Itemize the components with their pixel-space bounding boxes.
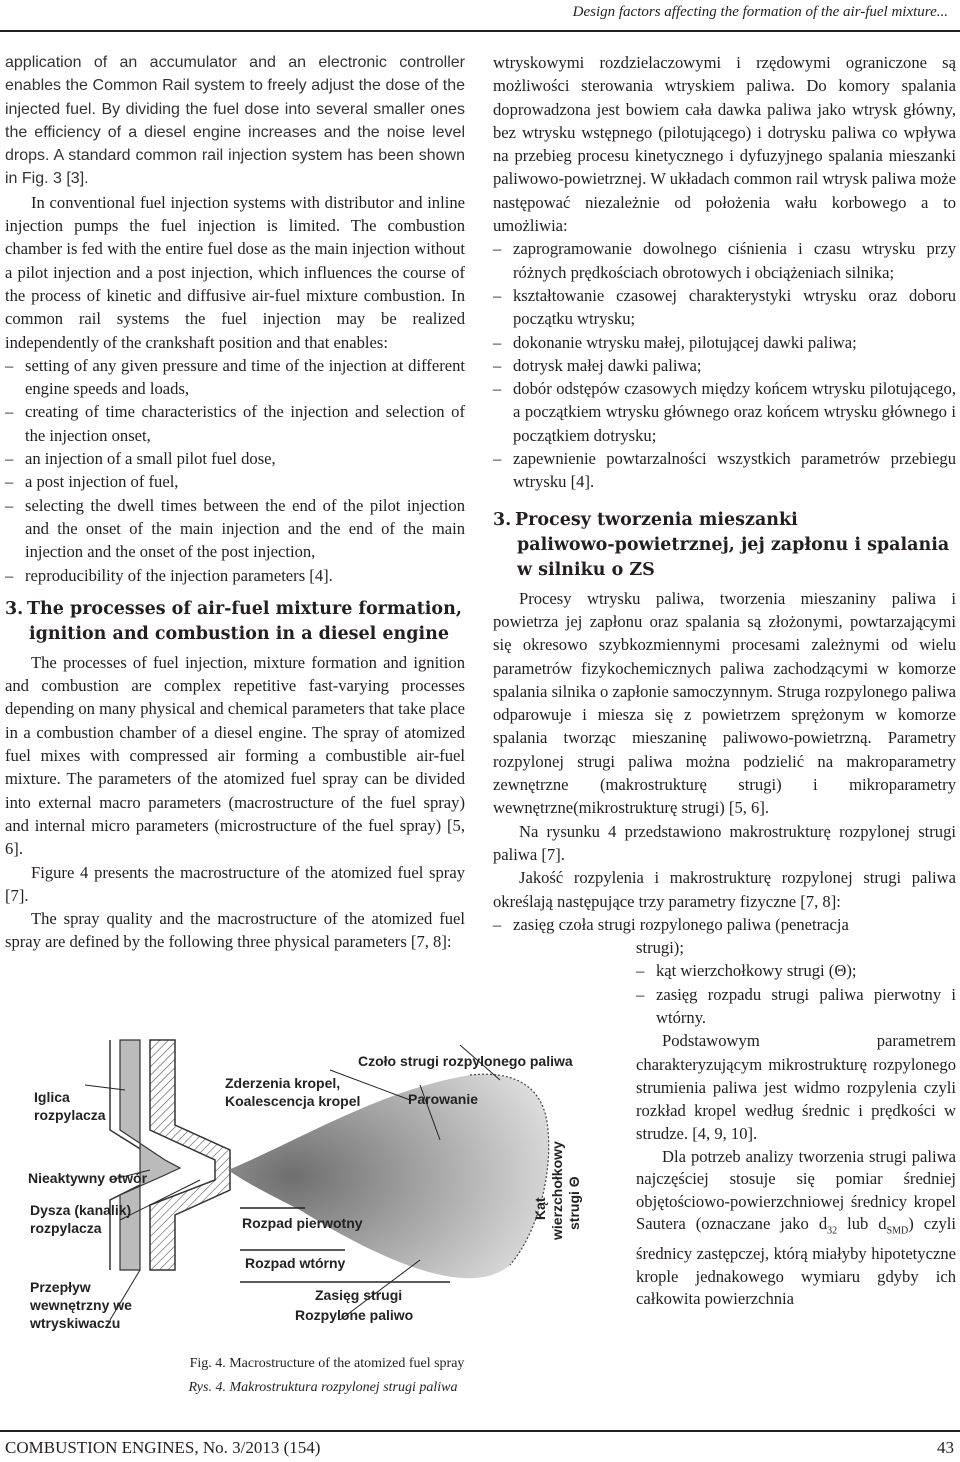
left-paragraph-4: Figure 4 presents the macrostructure of the atomized fuel spray [7]. <box>5 862 465 905</box>
section-heading-line: ignition and combustion in a diesel engine <box>29 623 449 644</box>
list-item: – zasięg rozpadu strugi paliwa pierwotny i wtórny. <box>636 983 956 1030</box>
label-needle: Iglica <box>34 1089 70 1105</box>
list-item-text: zasięg czoła strugi rozpylonego paliwa (penetracja <box>513 914 849 934</box>
label-cone-angle-line: Kąt <box>532 1197 548 1220</box>
label-collisions: Koalescencja kropel <box>225 1093 361 1109</box>
left-column <box>5 51 465 954</box>
section-heading-line: paliwowo-powietrznej, jej zapłonu i spalania <box>517 534 950 555</box>
header-rule <box>0 30 960 32</box>
subscript: SMD <box>886 1225 909 1237</box>
label-spray-front: Czoło strugi rozpylonego paliwa <box>358 1053 573 1069</box>
figure-4 <box>0 1030 610 1360</box>
text-run: lub d <box>837 1214 887 1234</box>
label-internal-flow: Przepływ <box>30 1279 91 1295</box>
list-item: – dokonanie wtrysku małej, pilotującej dawki paliwa; <box>493 331 956 354</box>
list-item: – creating of time characteristics of the injection and selection of the injection onset, <box>5 400 465 447</box>
journal-footer: COMBUSTION ENGINES, No. 3/2013 (154) <box>5 1438 321 1457</box>
label-spray-range: Zasięg strugi <box>315 1287 403 1303</box>
list-item <box>493 913 956 936</box>
label-secondary-breakup: Rozpad wtórny <box>245 1255 346 1271</box>
list-item: – dotrysk małej dawki paliwa; <box>493 354 956 377</box>
right-paragraph-3: Na rysunku 4 przedstawiono makrostrukturę rozpylonej strugi paliwa [7]. <box>493 821 956 864</box>
right-paragraph-1: wtryskowymi rozdzielaczowymi i rzędowymi ograniczone są możliwości sterowania wtryskiem paliwa. Do komory spalania doprowadzona jest bowiem cała dawka paliwa jako wtrysk główny, bez wtrysku wstępnego (pilotującego) i dotrysku paliwa co wpływa na przebieg procesu kinetycznego i dyfuzyjnego spalania mieszanki paliwowo-powietrznej. W układach common rail wtrysk paliwa może następować niezależnie od położenia wału korbowego a to umożliwia: <box>493 53 956 236</box>
left-capabilities-list <box>5 354 465 587</box>
right-paragraph-6 <box>636 1146 956 1311</box>
spray-macrostructure-diagram <box>0 1030 610 1360</box>
label-internal-flow: wtryskiwaczu <box>30 1315 121 1331</box>
list-item: – selecting the dwell times between the end of the pilot injection and the onset of the main injection and the end of the main injection and the onset of the post injection, <box>5 494 465 564</box>
list-item: – a post injection of fuel, <box>5 470 465 493</box>
label-evaporation: Parowanie <box>408 1091 479 1107</box>
list-item: – zapewnienie powtarzalności wszystkich parametrów przebiegu wtrysku [4]. <box>493 447 956 494</box>
nozzle-body <box>150 1040 230 1270</box>
right-narrow-block <box>636 936 956 1310</box>
label-needle: rozpylacza <box>34 1107 106 1123</box>
right-parameters-list <box>493 913 956 936</box>
left-paragraph-1: application of an accumulator and an electronic controller enables the Common Rail system to freely adjust the dose of the injected fuel. By dividing the fuel dose into several smaller ones the efficiency of a diesel engine increases and the noise level drops. A standard common rail injection system has been shown in Fig. 3 [3]. <box>5 54 465 188</box>
left-paragraph-5: The spray quality and the macrostructure of the atomized fuel spray are defined by the following three physical parameters [7, 8]: <box>5 909 465 952</box>
label-nozzle-orifice: Dysza (kanalik) <box>30 1202 132 1218</box>
right-paragraph-2: Procesy wtrysku paliwa, tworzenia mieszaniny paliwa i powietrza jej zapłonu oraz spalania są złożonymi, powtarzającymi się okresowo szybkozmiennymi procesami zależnymi od wielu parametrów fizykochemicznych paliwa zachodzącymi w komorze spalania silnika o zapłonie samoczynnym. Struga rozpylonego paliwa odparowuje i miesza się z powietrzem sprężonym w komorze spalania tworząc mieszaninę paliwowo-powietrzną. Parametry rozpylonej strugi paliwa można podzielić na makroparametry zewnętrzne (makrostrukturę strugi) i mikroparametry wewnętrzne(mikrostrukturę strugi) [5, 6]. <box>493 588 956 818</box>
page-number: 43 <box>937 1438 954 1457</box>
leader-line <box>85 1085 125 1090</box>
list-item: – zaprogramowanie dowolnego ciśnienia i czasu wtrysku przy różnych prędkościach obrotowych i obciążeniach silnika; <box>493 237 956 284</box>
label-primary-breakup: Rozpad pierwotny <box>242 1215 363 1231</box>
right-paragraph-4: Jakość rozpylenia i makrostrukturę rozpylonej strugi paliwa określają następujące trzy parametry fizyczne [7, 8]: <box>493 868 956 911</box>
label-cone-angle-line: wierzchołkowy <box>549 1141 565 1240</box>
label-inactive-orifice: Nieaktywny otwór <box>28 1170 148 1186</box>
subscript: 32 <box>827 1225 838 1237</box>
label-collisions: Zderzenia kropel, <box>225 1075 341 1091</box>
text-run: Dla potrzeb analizy tworzenia strugi paliwa najczęściej stosuje się pomiar średniej objętościowo-powierzchniowej średnicy kropel Sautera (oznaczane jako d <box>636 1146 956 1234</box>
footer-rule <box>0 1430 960 1432</box>
section-number: 3. <box>5 598 24 619</box>
left-paragraph-3: The processes of fuel injection, mixture formation and ignition and combustion are complex repetitive fast-varying processes depending on many physical and chemical parameters that take place in a combustion chamber of a diesel engine. The spray of atomized fuel mixes with compressed air forming a combustible air-fuel mixture. The parameters of the atomized fuel spray can be divided into external macro parameters (macrostructure of the fuel spray) and internal micro parameters (microstructure of the fuel spray) [5, 6]. <box>5 652 465 859</box>
figure-caption-en: Fig. 4. Macrostructure of the atomized fuel spray <box>189 1356 465 1371</box>
section-heading-en <box>5 597 465 647</box>
list-item: – dobór odstępów czasowych między końcem wtrysku pilotującego, a początkiem wtrysku głównego oraz końcem wtrysku głównego i początkiem dotrysku; <box>493 377 956 447</box>
list-item: – setting of any given pressure and time of the injection at different engine speeds and loads, <box>5 354 465 401</box>
label-nozzle-orifice: rozpylacza <box>30 1220 102 1236</box>
list-item: – reproducibility of the injection parameters [4]. <box>5 564 465 587</box>
label-internal-flow: wewnętrzny we <box>30 1297 132 1313</box>
left-paragraph-2: In conventional fuel injection systems with distributor and inline injection pumps the fuel injection is limited. The combustion chamber is fed with the entire fuel dose as the main injection without a pilot injection and a post injection, which influences the course of the process of kinetic and diffusive air-fuel mixture combustion. In common rail systems the fuel injection may be realized independently of the crankshaft position and that enables: <box>5 192 465 352</box>
list-item: – an injection of a small pilot fuel dose, <box>5 447 465 470</box>
right-parameters-list-cont <box>636 959 956 1029</box>
running-head: Design factors affecting the formation of the air-fuel mixture... <box>572 4 948 20</box>
figure-caption-pl: Rys. 4. Makrostruktura rozpylonej strugi paliwa <box>188 1380 458 1395</box>
label-atomized-fuel: Rozpylone paliwo <box>295 1307 414 1323</box>
right-paragraph-5: Podstawowym parametrem charakteryzującym mikrostrukturę rozpylonego strumienia paliwa jest widmo rozpylenia czyli rozkład kropel według średnic i prędkości w strudze. [4, 9, 10]. <box>636 1031 956 1144</box>
list-item: – kształtowanie czasowej charakterystyki wtrysku oraz doboru początku wtrysku; <box>493 284 956 331</box>
list-item: – kąt wierzchołkowy strugi (Θ); <box>636 959 956 982</box>
right-capabilities-list <box>493 237 956 493</box>
section-heading-line: Procesy tworzenia mieszanki <box>515 509 798 530</box>
section-heading-line: The processes of air-fuel mixture formation, <box>27 598 462 619</box>
section-heading-pl <box>493 508 956 583</box>
text-run: ) czyli średnicy zastępczej, którą miałyby hipotetyczne krople jednakowego wymiaru gdyby ich całkowita powierzchnia <box>636 1214 956 1309</box>
section-number: 3. <box>493 509 512 530</box>
section-heading-line: w silniku o ZS <box>517 559 655 580</box>
list-continuation: strugi); <box>636 938 684 958</box>
label-cone-angle-line: strugi Θ <box>566 1176 582 1230</box>
